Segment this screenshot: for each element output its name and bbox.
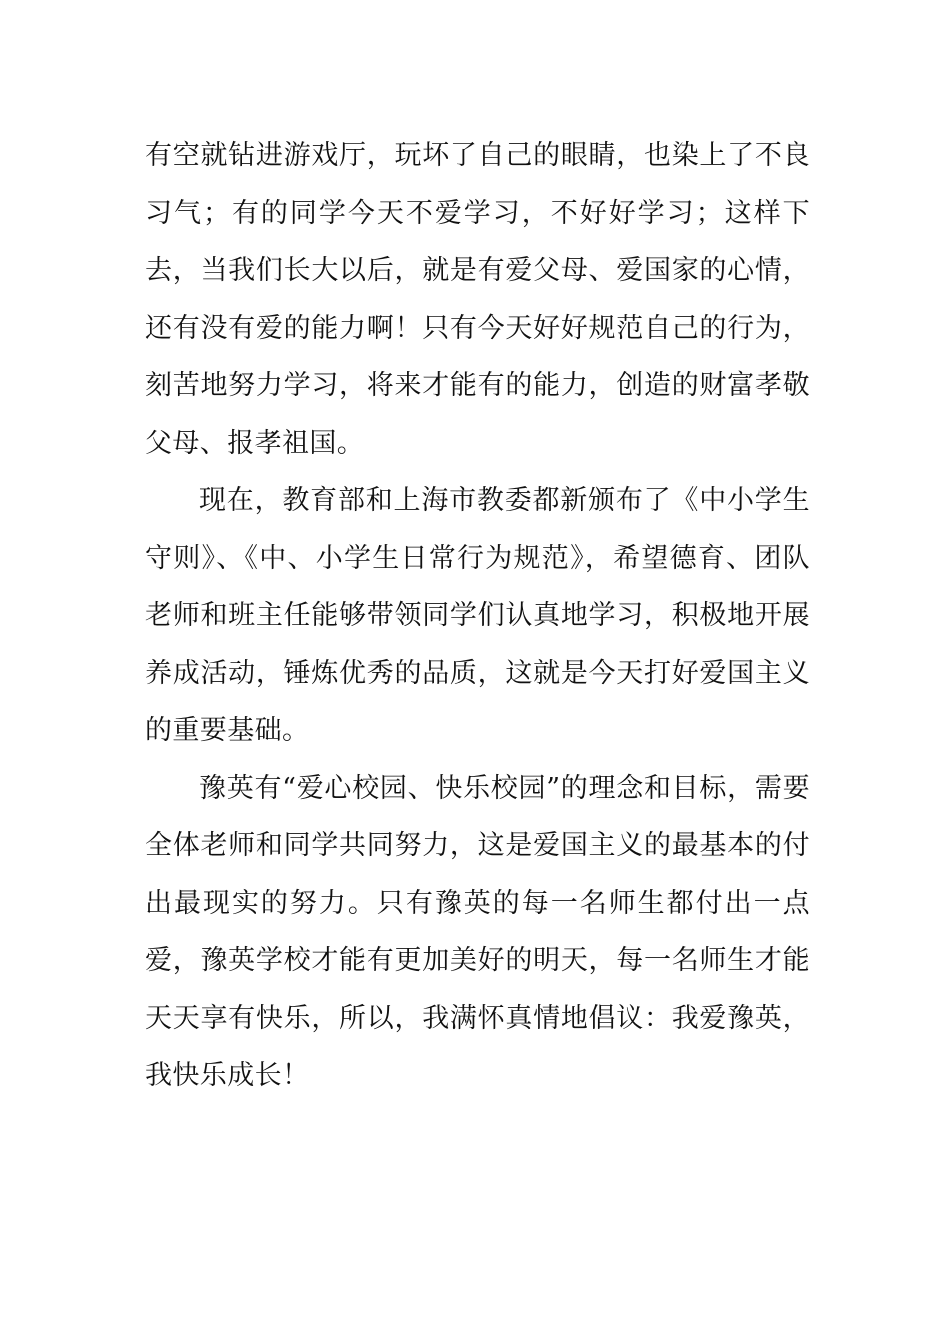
paragraph-code-of-conduct: 现在，教育部和上海市教委都新颁布了《中小学生守则》、《中、小学生日常行为规范》，希望德育、团队老师和班主任能够带领同学们认真地学习，积极地开展养成活动，锤炼优秀的品质，这就是今天打好爱国主义的重要基础。 xyxy=(145,485,810,746)
paragraph-continuation: 有空就钻进游戏厅，玩坏了自己的眼睛，也染上了不良习气；有的同学今天不爱学习，不好好学习；这样下去，当我们长大以后，就是有爱父母、爱国家的心情，还有没有爱的能力啊！只有今天好好规范自己的行为，刻苦地努力学习，将来才能有的能力，创造的财富孝敬父母、报孝祖国。 xyxy=(145,140,810,459)
paragraph-yuying-initiative: 豫英有“爱心校园、快乐校园”的理念和目标，需要全体老师和同学共同努力，这是爱国主义的最基本的付出最现实的努力。只有豫英的每一名师生都付出一点爱，豫英学校才能有更加美好的明天，每一名师生才能天天享有快乐，所以，我满怀真情地倡议：我爱豫英，我快乐成长！ xyxy=(145,772,810,1091)
document-body xyxy=(145,127,810,1105)
